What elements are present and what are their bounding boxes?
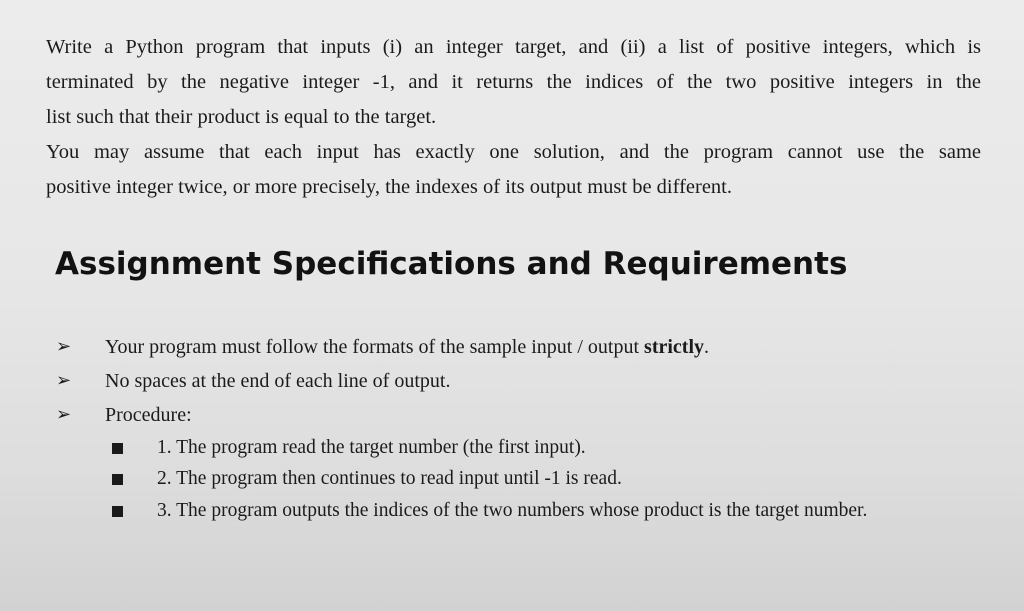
bullet-text-formats-strictly: strictly [644,336,705,358]
bullet-text-formats [105,332,709,362]
procedure-step-2 [0,464,1000,494]
bullet-text-no-spaces: No spaces at the end of each line of output. [105,370,451,392]
bullet-text-procedure: Procedure: [105,404,192,426]
arrow-bullet-icon: ➢ [56,370,72,391]
intro-line-3: list such that their product is equal to the target. [46,106,437,128]
procedure-step-1-text: 1. The program read the target number (the first input). [157,437,586,458]
procedure-step-1 [0,433,1000,463]
square-bullet-icon [112,443,123,454]
arrow-bullet-icon: ➢ [56,404,72,425]
intro-line-2: terminated by the negative integer -1, and it returns the indices of the two positive integers in the [46,71,981,93]
procedure-step-3-text: 3. The program outputs the indices of the two numbers whose product is the target number. [157,500,868,521]
bullet-text-formats-suffix: . [704,336,710,358]
bullet-item-formats [0,332,1000,362]
square-bullet-icon [112,474,123,485]
section-heading: Assignment Specifications and Requirements [55,246,848,282]
square-bullet-icon [112,506,123,517]
bullet-text-formats-prefix: Your program must follow the formats of the sample input / output [105,336,645,358]
bullet-item-procedure [0,400,1000,430]
intro-paragraph [46,30,981,205]
intro-line-5: positive integer twice, or more precisely, the indexes of its output must be different. [46,176,732,198]
bullet-item-no-spaces [0,366,1000,396]
procedure-step-2-text: 2. The program then continues to read input until -1 is read. [157,468,622,489]
intro-line-1: Write a Python program that inputs (i) an integer target, and (ii) a list of positive integers, which is [46,36,981,58]
procedure-step-3 [0,496,1000,526]
arrow-bullet-icon: ➢ [56,336,72,357]
intro-line-4: You may assume that each input has exactly one solution, and the program cannot use the same [46,141,981,163]
